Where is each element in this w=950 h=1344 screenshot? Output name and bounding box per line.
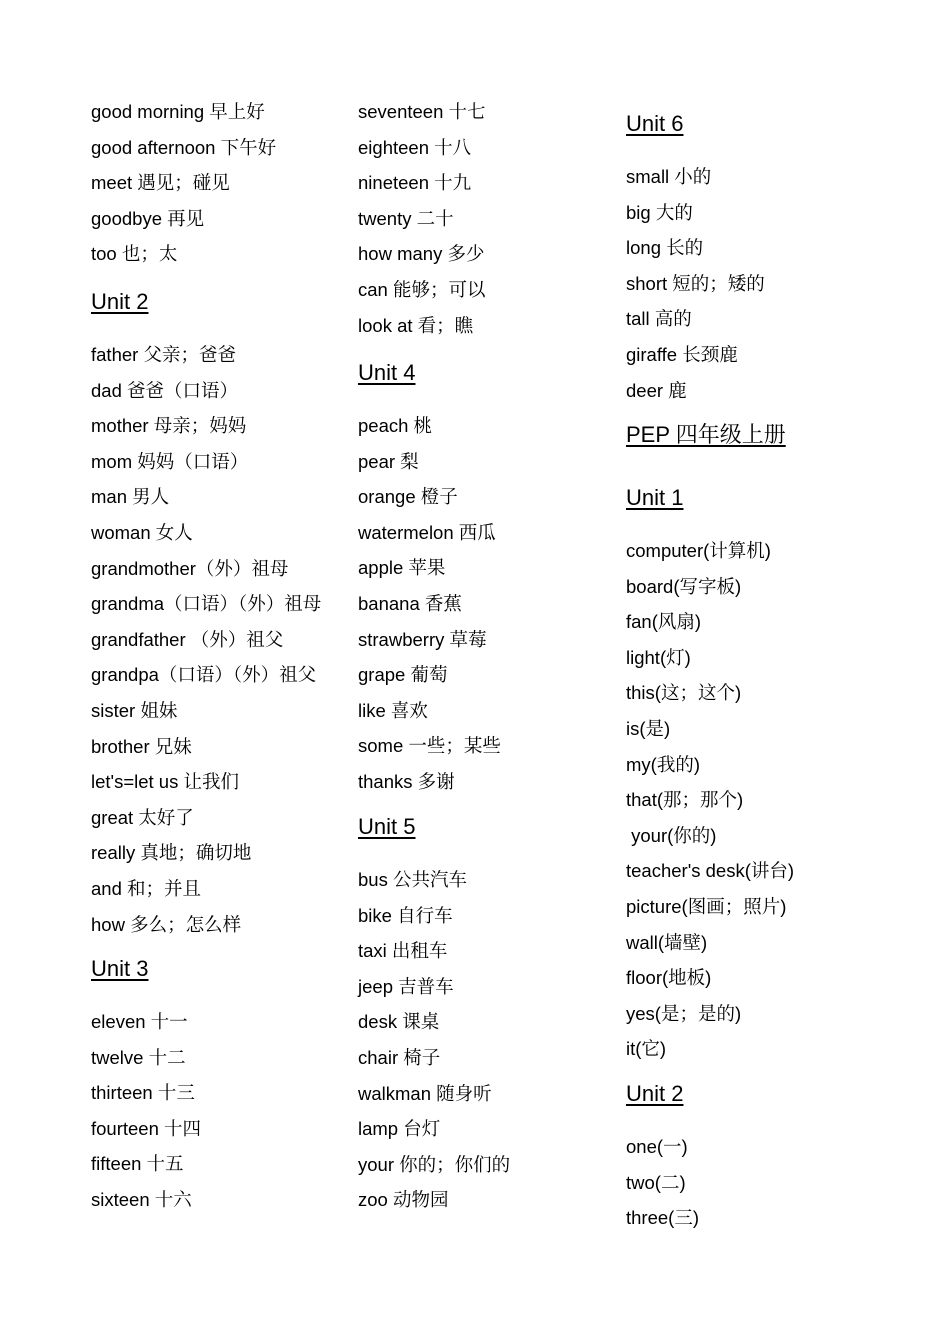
unit-block <box>91 291 321 942</box>
vocab-entry: look at 看；瞧 <box>358 314 474 336</box>
vocab-entry: sister 姐妹 <box>91 699 178 721</box>
vocab-entry: twelve 十二 <box>91 1046 186 1068</box>
vocab-entry: how many 多少 <box>358 243 485 265</box>
vocab-entry: and 和；并且 <box>91 877 202 899</box>
vocab-entry: good afternoon 下午好 <box>91 136 277 158</box>
vocab-entry: peach 桃 <box>358 415 433 436</box>
vocab-entry: mom 妈妈（口语） <box>91 450 249 472</box>
vocab-block <box>358 94 486 343</box>
vocab-entry: chair 椅子 <box>358 1046 441 1068</box>
vocab-entry: can 能够；可以 <box>358 278 486 300</box>
vocab-entry: it(它) <box>626 1038 667 1060</box>
vocab-entry: twenty 二十 <box>358 207 454 229</box>
vocab-entry: yes(是；是的) <box>626 1002 742 1024</box>
vocab-entry: father 父亲；爸爸 <box>91 344 236 365</box>
unit-block <box>91 958 201 1218</box>
vocab-entry: board(写字板) <box>626 575 742 597</box>
vocab-entry: giraffe 长颈鹿 <box>626 343 738 365</box>
vocab-entry: meet 遇见；碰见 <box>91 172 230 194</box>
vocab-entry: taxi 出租车 <box>358 940 448 962</box>
vocab-entry: small 小的 <box>626 166 712 187</box>
unit-block <box>358 362 501 800</box>
vocab-entry: grandmother（外）祖母 <box>91 557 289 579</box>
vocab-entry: one(一) <box>626 1136 688 1157</box>
vocab-entry: too 也；太 <box>91 243 178 265</box>
vocab-entry: seventeen 十七 <box>358 101 486 122</box>
vocab-entry: sixteen 十六 <box>91 1188 192 1210</box>
vocab-entry: my(我的) <box>626 753 700 775</box>
vocab-entry: some 一些；某些 <box>358 735 501 757</box>
vocab-entry: your 你的；你们的 <box>358 1153 511 1175</box>
vocab-entry: dad 爸爸（口语） <box>91 379 239 401</box>
vocab-entry: let's=let us 让我们 <box>91 771 239 793</box>
vocab-entry: teacher's desk(讲台) <box>626 860 795 882</box>
unit-heading: Unit 4 <box>358 360 416 385</box>
vocab-entry: great 太好了 <box>91 806 194 828</box>
vocab-entry: grandfather （外）祖父 <box>91 628 284 650</box>
vocab-entry: bike 自行车 <box>358 904 453 926</box>
vocab-entry: brother 兄妹 <box>91 735 192 757</box>
vocab-entry: how 多么；怎么样 <box>91 913 242 935</box>
vocab-entry: short 短的；矮的 <box>626 272 765 294</box>
vocab-entry: lamp 台灯 <box>358 1118 441 1140</box>
vocab-entry: three(三) <box>626 1207 699 1229</box>
unit-block <box>626 487 794 1067</box>
vocab-entry: computer(计算机) <box>626 540 771 561</box>
vocab-entry: eighteen 十八 <box>358 136 472 158</box>
unit-heading: Unit 2 <box>91 289 149 314</box>
vocab-entry: fan(风扇) <box>626 611 702 633</box>
vocab-entry: eleven 十一 <box>91 1011 188 1032</box>
vocab-entry: two(二) <box>626 1171 686 1193</box>
vocab-entry: like 喜欢 <box>358 699 428 721</box>
unit-heading: Unit 5 <box>358 814 416 839</box>
vocab-entry: is(是) <box>626 717 671 739</box>
vocab-entry: strawberry 草莓 <box>358 628 487 650</box>
vocab-entry: long 长的 <box>626 237 704 259</box>
vocab-entry: bus 公共汽车 <box>358 869 467 890</box>
vocab-entry: grandpa（口语）（外）祖父 <box>91 664 317 686</box>
unit-block <box>626 113 765 408</box>
vocab-entry: banana 香蕉 <box>358 592 462 614</box>
vocab-entry: light(灯) <box>626 646 691 668</box>
unit-block <box>626 1083 699 1236</box>
vocab-entry: apple 苹果 <box>358 557 446 579</box>
vocab-entry: deer 鹿 <box>626 379 687 401</box>
vocab-entry: big 大的 <box>626 201 693 223</box>
vocab-entry: orange 橙子 <box>358 486 458 508</box>
vocab-entry: pear 梨 <box>358 450 419 472</box>
vocab-entry: that(那；那个) <box>626 789 744 811</box>
vocab-entry: goodbye 再见 <box>91 207 205 229</box>
vocab-entry: wall(墙壁) <box>626 931 708 953</box>
vocab-entry: fifteen 十五 <box>91 1153 184 1175</box>
vocab-entry: your(你的) <box>626 824 717 846</box>
vocab-entry: really 真地；确切地 <box>91 842 252 864</box>
vocab-entry: floor(地板) <box>626 967 712 989</box>
unit-heading: Unit 1 <box>626 485 684 510</box>
vocab-entry: thirteen 十三 <box>91 1082 195 1104</box>
vocab-entry: mother 母亲；妈妈 <box>91 415 247 437</box>
vocab-entry: thanks 多谢 <box>358 770 455 792</box>
vocab-entry: jeep 吉普车 <box>358 975 454 997</box>
vocab-entry: tall 高的 <box>626 308 692 330</box>
vocab-entry: good morning 早上好 <box>91 101 265 122</box>
vocab-block <box>91 94 276 272</box>
vocab-entry: grape 葡萄 <box>358 664 448 686</box>
unit-block <box>358 816 510 1218</box>
vocab-entry: grandma（口语）（外）祖母 <box>91 593 322 615</box>
unit-heading: Unit 2 <box>626 1081 684 1106</box>
unit-heading: Unit 3 <box>91 956 149 981</box>
vocab-entry: zoo 动物园 <box>358 1189 449 1211</box>
vocab-entry: picture(图画；照片) <box>626 895 787 917</box>
section-heading: PEP 四年级上册 <box>626 422 786 447</box>
vocab-entry: walkman 随身听 <box>358 1082 492 1104</box>
vocab-entry: this(这；这个) <box>626 682 742 704</box>
vocab-entry: fourteen 十四 <box>91 1117 202 1139</box>
unit-heading: Unit 6 <box>626 111 684 136</box>
vocab-entry: desk 课桌 <box>358 1011 440 1033</box>
vocab-entry: nineteen 十九 <box>358 172 472 194</box>
vocab-entry: watermelon 西瓜 <box>358 521 496 543</box>
vocab-entry: woman 女人 <box>91 521 193 543</box>
vocab-entry: man 男人 <box>91 486 170 508</box>
section-block <box>626 424 786 470</box>
